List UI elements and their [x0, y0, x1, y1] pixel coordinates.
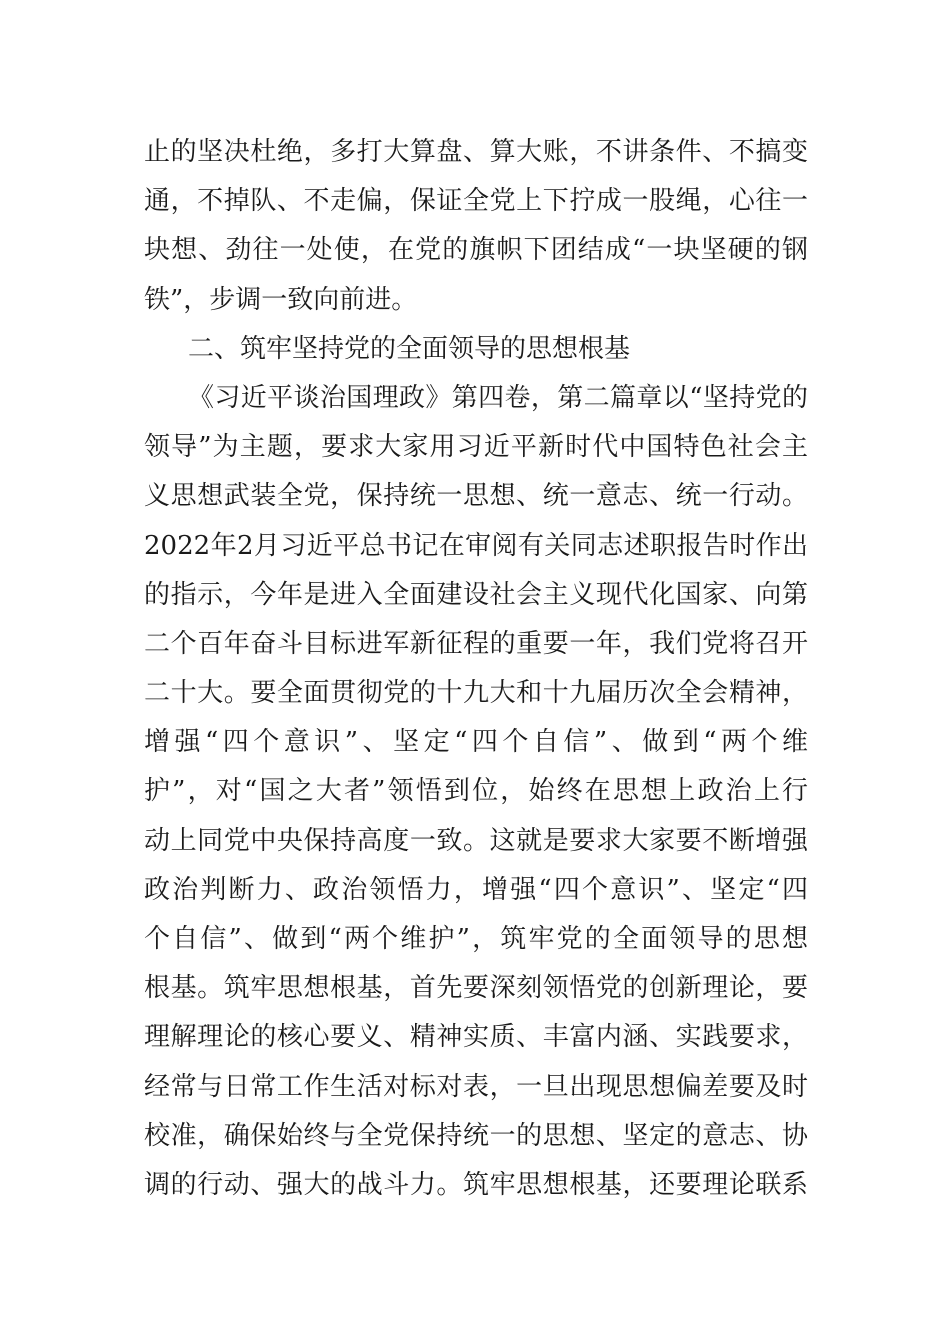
body-text	[144, 128, 808, 1210]
text-line: 领导”为主题，要求大家用习近平新时代中国特色社会主	[144, 432, 808, 463]
text-line: 铁”，步调一致向前进。	[144, 284, 418, 315]
text-line: 义思想武装全党，保持统一思想、统一意志、统一行动。	[144, 481, 808, 512]
text-line: 调的行动、强大的战斗力。筑牢思想根基，还要理论联系	[144, 1169, 808, 1200]
text-line: 通，不掉队、不走偏，保证全党上下拧成一股绳，心往一	[144, 186, 808, 217]
text-line: 二十大。要全面贯彻党的十九大和十九届历次全会精神，	[144, 678, 808, 709]
text-line: 根基。筑牢思想根基，首先要深刻领悟党的创新理论，要	[144, 973, 808, 1004]
text-line: 个自信”、做到“两个维护”，筑牢党的全面领导的思想	[144, 924, 808, 954]
text-line: 止的坚决杜绝，多打大算盘、算大账，不讲条件、不搞变	[144, 137, 808, 167]
text-line: 动上同党中央保持高度一致。这就是要求大家要不断增强	[144, 825, 808, 856]
text-line: 二个百年奋斗目标进军新征程的重要一年，我们党将召开	[144, 628, 808, 659]
text-line: 增强“四个意识”、坚定“四个自信”、做到“两个维	[144, 727, 808, 758]
section-heading: 二、筑牢坚持党的全面领导的思想根基	[188, 333, 631, 364]
text-line: 经常与日常工作生活对标对表，一旦出现思想偏差要及时	[144, 1071, 808, 1102]
text-line: 理解理论的核心要义、精神实质、丰富内涵、实践要求，	[144, 1022, 808, 1053]
text-line: 块想、劲往一处使，在党的旗帜下团结成“一块坚硬的钢	[144, 235, 808, 266]
text-line: 校准，确保始终与全党保持统一的思想、坚定的意志、协	[144, 1120, 808, 1151]
text-line: 《习近平谈治国理政》第四卷，第二篇章以“坚持党的	[188, 382, 808, 413]
text-line: 的指示，今年是进入全面建设社会主义现代化国家、向第	[144, 579, 808, 610]
text-line: 2022年2月习近平总书记在审阅有关同志述职报告时作出	[144, 530, 808, 561]
text-line: 护”，对“国之大者”领悟到位，始终在思想上政治上行	[144, 776, 808, 807]
text-line: 政治判断力、政治领悟力，增强“四个意识”、坚定“四	[144, 874, 808, 905]
